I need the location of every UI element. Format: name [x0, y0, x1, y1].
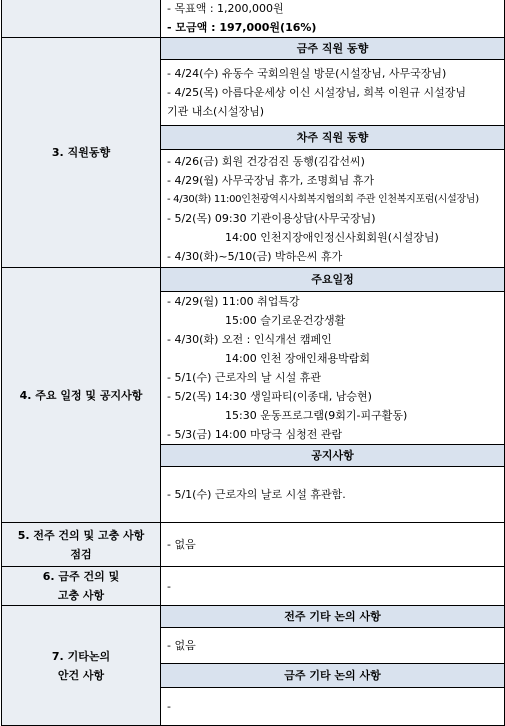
budget-label-cell — [2, 0, 161, 38]
notice-title: 공지사항 — [161, 445, 505, 467]
schedule-notice-label: 4. 주요 일정 및 공지사항 — [2, 268, 161, 523]
schedule-content — [161, 292, 505, 445]
list-item: 15:00 슬기로운건강생활 — [225, 314, 346, 327]
this-week-suggestions-label — [2, 567, 161, 606]
target-amount-line: - 목표액 : 1,200,000원 — [167, 2, 284, 15]
label-line: 고충 사항 — [57, 589, 105, 602]
other-discussion-label — [2, 606, 161, 726]
list-item: 15:30 운동프로그램(9회기-피구활동) — [225, 409, 408, 422]
list-item: - 4/30(화) 오전 : 인식개선 캠페인 — [167, 333, 332, 346]
staff-this-week-header-row — [2, 38, 505, 60]
staff-trends-label: 3. 직원동향 — [2, 38, 161, 268]
list-item: - 4/26(금) 회원 건강검진 동행(김갑선씨) — [167, 154, 365, 168]
list-item: - 4/30(화) 11:00인천광역시사회복지협의회 주관 인천복지포럼(시설장님) — [167, 193, 479, 205]
list-item: - 5/2(목) 14:30 생일파티(이종대, 남승현) — [167, 390, 372, 403]
next-week-staff-title: 차주 직원 동향 — [161, 126, 505, 150]
this-week-staff-title: 금주 직원 동향 — [161, 38, 505, 60]
list-item: - 4/29(월) 11:00 취업특강 — [167, 295, 300, 308]
list-item: - 4/24(수) 유동수 국회의원실 방문(시설장님, 사무국장님) — [167, 67, 447, 80]
this-discussion-title: 금주 기타 논의 사항 — [161, 664, 505, 688]
schedule-header-row — [2, 268, 505, 292]
list-item: - 4/25(목) 아름다운세상 이신 시설장님, 희복 이원규 시설장님 — [167, 86, 466, 99]
notice-content — [161, 467, 505, 523]
this-week-suggestions-content: - — [161, 567, 505, 606]
label-line: 안건 사항 — [57, 668, 105, 682]
list-item: 14:00 인천 장애인채용박람회 — [225, 352, 370, 365]
prev-discussion-content: - 없음 — [161, 628, 505, 664]
list-item: - 5/1(수) 근로자의 날 시설 휴관 — [167, 371, 321, 384]
this-week-suggestions-row — [2, 567, 505, 606]
list-item: 기관 내소(시설장님) — [167, 105, 265, 118]
last-week-suggestions-label — [2, 523, 161, 567]
last-week-suggestions-content: - 없음 — [161, 523, 505, 567]
budget-content-cell — [161, 0, 505, 38]
label-line: 7. 기타논의 — [51, 649, 111, 663]
budget-row — [2, 0, 505, 38]
label-line: 6. 금주 건의 및 — [42, 570, 120, 583]
list-item: - 5/2(목) 09:30 기관이용상담(사무국장님) — [167, 211, 376, 225]
list-item: 14:00 인천지장애인정신사회회원(시설장님) — [225, 230, 439, 244]
this-week-staff-content — [161, 60, 505, 126]
list-item: - 5/1(수) 근로자의 날로 시설 휴관함. — [167, 488, 346, 501]
list-item: - 5/3(금) 14:00 마당극 심청전 관람 — [167, 428, 343, 441]
label-line: 5. 전주 건의 및 고충 사항 — [17, 528, 145, 542]
raised-amount-line: - 모금액 : 197,000원(16%) — [167, 21, 317, 34]
list-item: - 4/29(월) 사무국장님 휴가, 조명희님 휴가 — [167, 173, 374, 187]
last-week-suggestions-row — [2, 523, 505, 567]
label-line: 점검 — [70, 547, 92, 561]
next-week-staff-content — [161, 150, 505, 268]
schedule-title: 주요일정 — [161, 268, 505, 292]
list-item: - 4/30(화)~5/10(금) 박하은씨 휴가 — [167, 249, 343, 263]
this-discussion-content: - — [161, 688, 505, 726]
prev-discussion-title: 전주 기타 논의 사항 — [161, 606, 505, 628]
meeting-report-table — [1, 0, 505, 726]
prev-discussion-header-row — [2, 606, 505, 628]
